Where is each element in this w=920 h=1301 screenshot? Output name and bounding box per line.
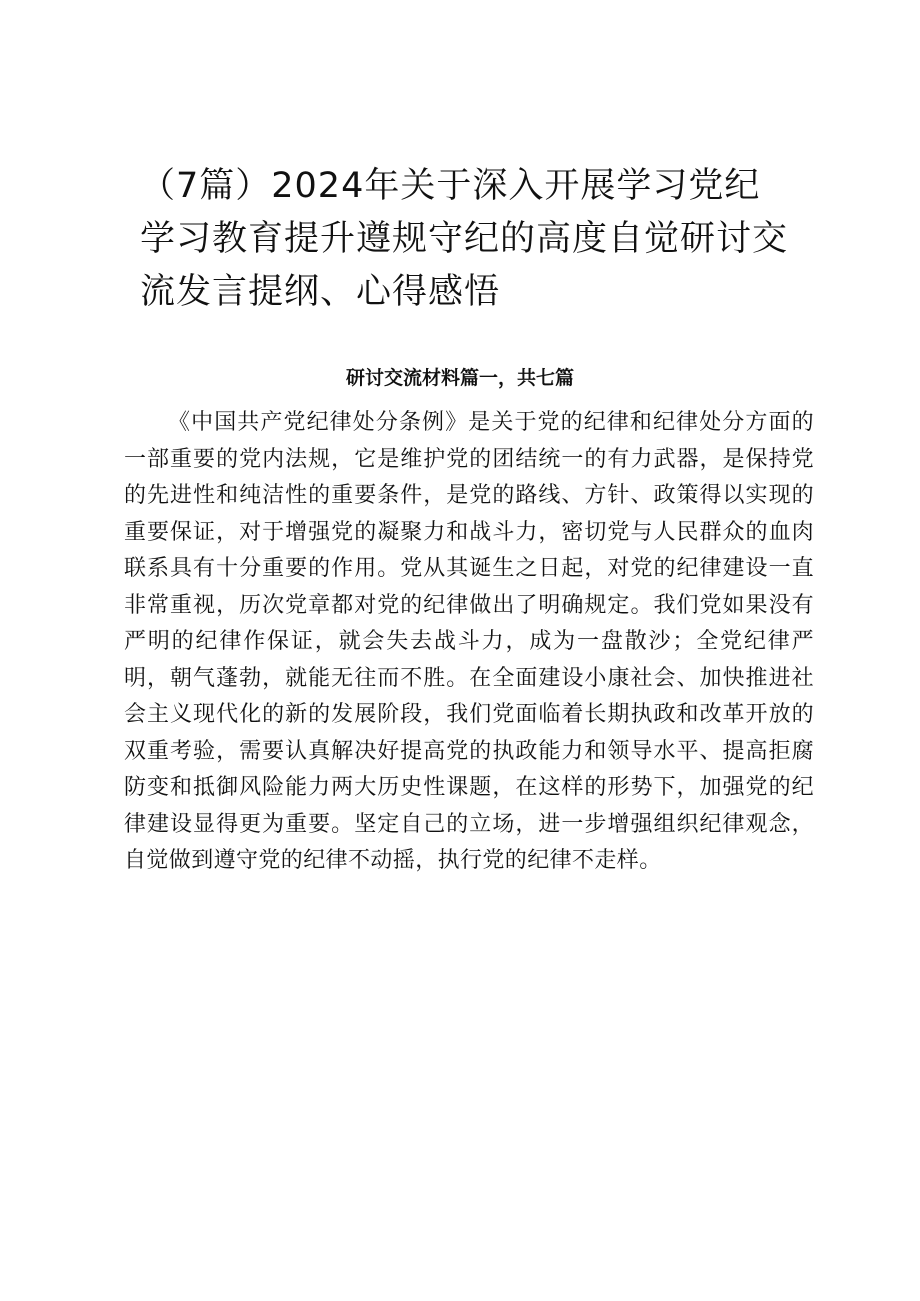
body-paragraph: 《中国共产党纪律处分条例》是关于党的纪律和纪律处分方面的一部重要的党内法规，它是维护党的团结统一的有力武器，是保持党的先进性和纯洁性的重要条件，是党的路线、方针、政策得以实现的重要保证，对于增强党的凝聚力和战斗力，密切党与人民群众的血肉联系具有十分重要的作用。党从其诞生之日起，对党的纪律建设一直非常重视，历次党章都对党的纪律做出了明确规定。我们党如果没有严明的纪律作保证，就会失去战斗力，成为一盘散沙；全党纪律严明，朝气蓬勃，就能无往而不胜。在全面建设小康社会、加快推进社会主义现代化的新的发展阶段，我们党面临着长期执政和改革开放的双重考验，需要认真解决好提高党的执政能力和领导水平、提高拒腐防变和抵御风险能力两大历史性课题，在这样的形势下，加强党的纪律建设显得更为重要。坚定自己的立场，进一步增强组织纪律观念，自觉做到遵守党的纪律不动摇，执行党的纪律不走样。	[124, 410, 814, 873]
section-heading: 研讨交流材料篇一，共七篇	[345, 367, 574, 389]
document-title: （7篇）2024年关于深入开展学习党纪学习教育提升遵规守纪的高度自觉研讨交流发言提纲、心得感悟	[140, 166, 789, 312]
